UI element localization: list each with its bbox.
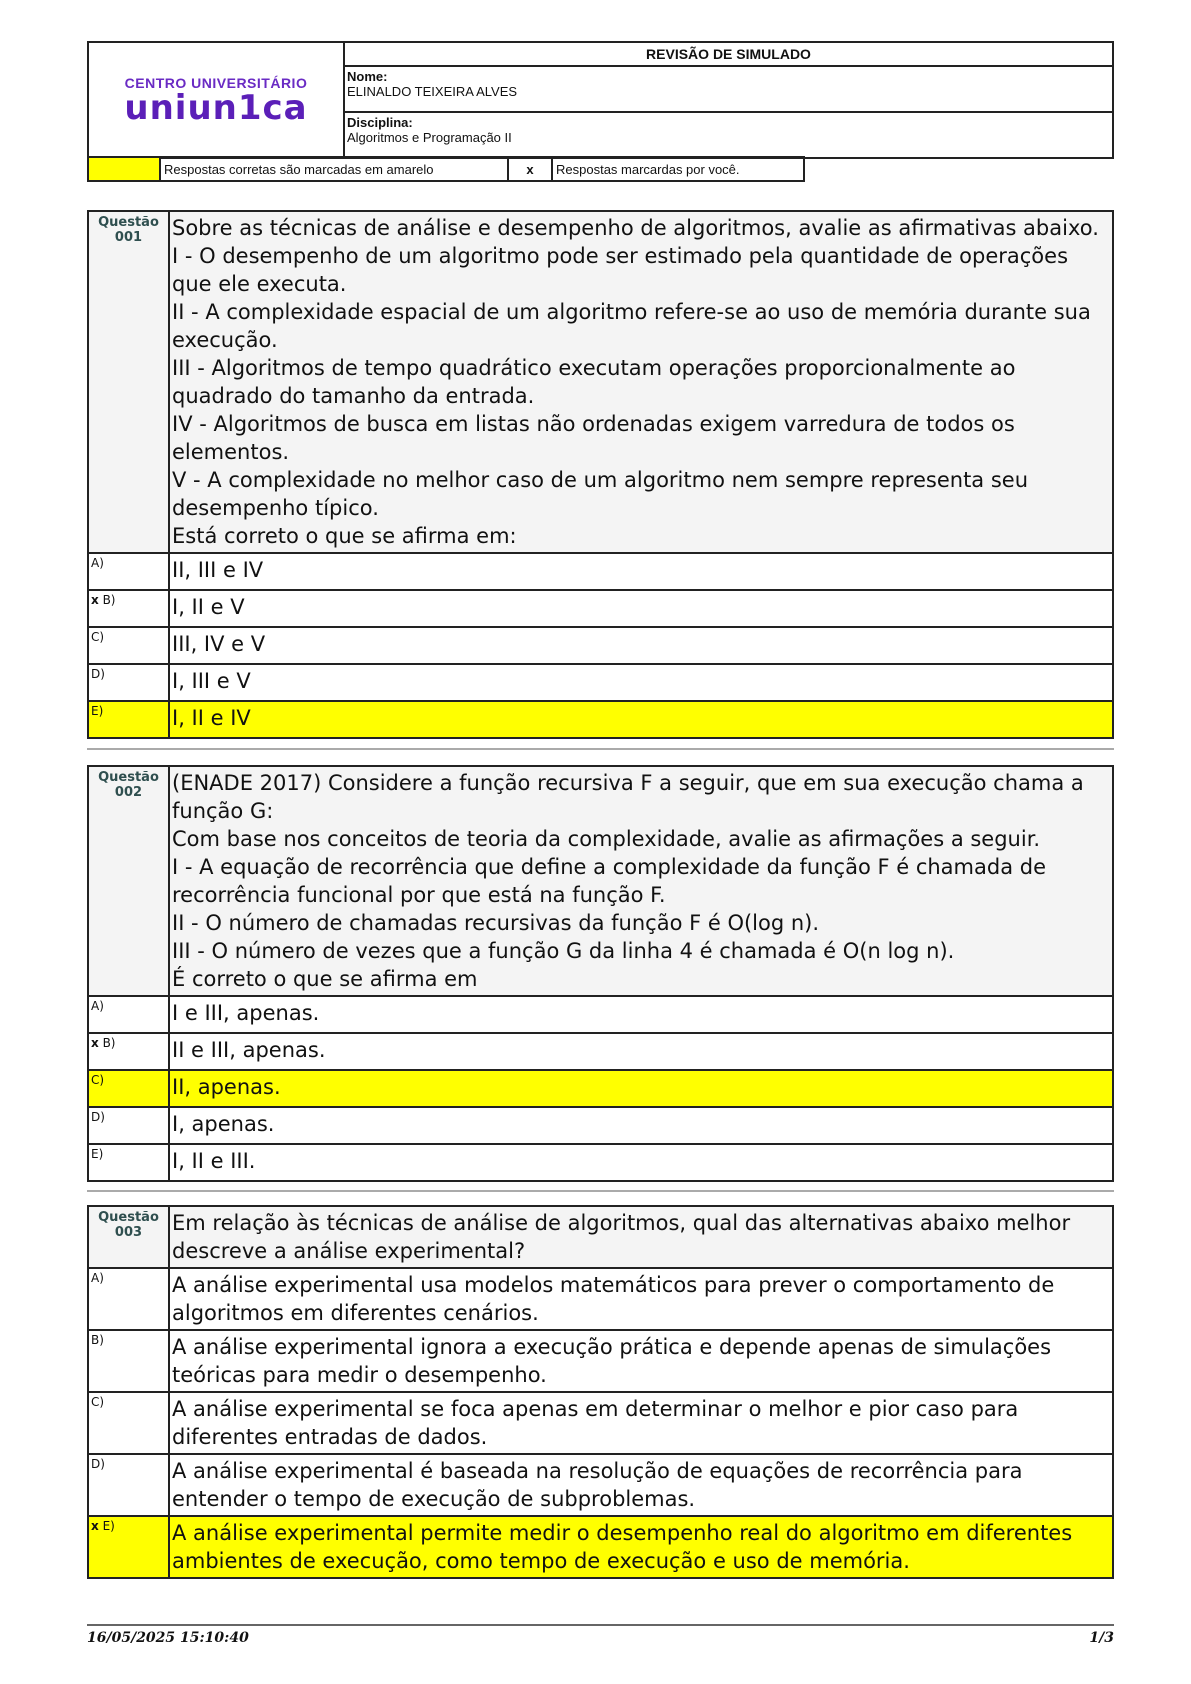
answer-option[interactable] — [88, 1033, 1113, 1070]
stem-line: Em relação às técnicas de análise de algoritmos, qual das alternativas abaixo melhor descreve a análise experimental? — [172, 1211, 1071, 1263]
legend-correct-text: Respostas corretas são marcadas em amarelo — [160, 157, 508, 181]
stem-line: I - O desempenho de um algoritmo pode ser estimado pela quantidade de operações que ele executa. — [172, 244, 1069, 296]
option-label: D) — [88, 664, 169, 701]
answer-option[interactable] — [88, 1516, 1113, 1578]
option-text: I, III e V — [169, 664, 1113, 701]
option-label: x B) — [88, 1033, 169, 1070]
answer-option[interactable] — [88, 664, 1113, 701]
question-number: Questão 003 — [88, 1206, 169, 1268]
question-stem — [169, 1206, 1113, 1268]
question-stem — [169, 211, 1113, 553]
answer-option[interactable] — [88, 1070, 1113, 1107]
answer-option[interactable] — [88, 1392, 1113, 1454]
answer-option[interactable] — [88, 1107, 1113, 1144]
option-label: x B) — [88, 590, 169, 627]
option-label: E) — [88, 1144, 169, 1181]
option-text: A análise experimental se foca apenas em determinar o melhor e pior caso para diferentes entradas de dados. — [169, 1392, 1113, 1454]
divider — [87, 748, 1114, 750]
answer-option[interactable] — [88, 996, 1113, 1033]
option-label: C) — [88, 1070, 169, 1107]
answer-option[interactable] — [88, 1330, 1113, 1392]
option-label: D) — [88, 1454, 169, 1516]
question-stem — [169, 766, 1113, 996]
answer-option[interactable] — [88, 701, 1113, 738]
footer — [87, 1624, 1114, 1646]
page-title: REVISÃO DE SIMULADO — [344, 42, 1113, 66]
option-label: x E) — [88, 1516, 169, 1578]
option-label: E) — [88, 701, 169, 738]
option-text: II, apenas. — [169, 1070, 1113, 1107]
stem-line: Com base nos conceitos de teoria da complexidade, avalie as afirmações a seguir. — [172, 827, 1041, 851]
option-label: C) — [88, 1392, 169, 1454]
question-002 — [87, 765, 1114, 1182]
answer-option[interactable] — [88, 553, 1113, 590]
option-label: D) — [88, 1107, 169, 1144]
stem-line: Está correto o que se afirma em: — [172, 524, 517, 548]
question-001 — [87, 210, 1114, 739]
footer-datetime: 16/05/2025 15:10:40 — [87, 1630, 249, 1646]
option-text: A análise experimental é baseada na resolução de equações de recorrência para entender o tempo de execução de subproblemas. — [169, 1454, 1113, 1516]
option-text: I, apenas. — [169, 1107, 1113, 1144]
stem-line: I - A equação de recorrência que define a complexidade da função F é chamada de recorrência funcional por que está na função F. — [172, 855, 1046, 907]
option-text: A análise experimental ignora a execução prática e depende apenas de simulações teóricas para medir o desempenho. — [169, 1330, 1113, 1392]
option-text: I e III, apenas. — [169, 996, 1113, 1033]
stem-line: II - A complexidade espacial de um algoritmo refere-se ao uso de memória durante sua execução. — [172, 300, 1091, 352]
option-label: A) — [88, 1268, 169, 1330]
stem-line: II - O número de chamadas recursivas da função F é O(log n). — [172, 911, 820, 935]
discipline-field: Disciplina: Algoritmos e Programação II — [344, 112, 1113, 158]
stem-line: É correto o que se afirma em — [172, 967, 478, 991]
legend-mark: x — [508, 157, 552, 181]
option-text: III, IV e V — [169, 627, 1113, 664]
option-text: A análise experimental permite medir o desempenho real do algoritmo em diferentes ambientes de execução, como tempo de execução e uso de memória. — [169, 1516, 1113, 1578]
answer-option[interactable] — [88, 1454, 1113, 1516]
page-number: 1/3 — [1089, 1630, 1114, 1646]
answer-option[interactable] — [88, 1144, 1113, 1181]
stem-line: IV - Algoritmos de busca em listas não ordenadas exigem varredura de todos os elementos. — [172, 412, 1015, 464]
selected-mark: x — [91, 593, 99, 607]
option-label: B) — [88, 1330, 169, 1392]
option-text: I, II e III. — [169, 1144, 1113, 1181]
option-text: A análise experimental usa modelos matemáticos para prever o comportamento de algoritmos em diferentes cenários. — [169, 1268, 1113, 1330]
divider — [87, 1190, 1114, 1192]
legend-marked-text: Respostas marcardas por você. — [552, 157, 804, 181]
option-text: II, III e IV — [169, 553, 1113, 590]
question-003 — [87, 1205, 1114, 1579]
option-label: C) — [88, 627, 169, 664]
answer-option[interactable] — [88, 590, 1113, 627]
name-field: Nome: ELINALDO TEIXEIRA ALVES — [344, 66, 1113, 112]
question-number: Questão 001 — [88, 211, 169, 553]
option-text: I, II e IV — [169, 701, 1113, 738]
legend — [87, 156, 805, 182]
selected-mark: x — [91, 1519, 99, 1533]
option-text: II e III, apenas. — [169, 1033, 1113, 1070]
option-label: A) — [88, 553, 169, 590]
option-text: I, II e V — [169, 590, 1113, 627]
selected-mark: x — [91, 1036, 99, 1050]
logo: CENTRO UNIVERSITÁRIO uniun1ca — [88, 42, 344, 158]
stem-line: III - O número de vezes que a função G da linha 4 é chamada é O(n log n). — [172, 939, 955, 963]
question-number: Questão 002 — [88, 766, 169, 996]
stem-line: Sobre as técnicas de análise e desempenho de algoritmos, avalie as afirmativas abaixo. — [172, 216, 1099, 240]
answer-option[interactable] — [88, 627, 1113, 664]
stem-line: III - Algoritmos de tempo quadrático executam operações proporcionalmente ao quadrado do tamanho da entrada. — [172, 356, 1016, 408]
stem-line: (ENADE 2017) Considere a função recursiva F a seguir, que em sua execução chama a função G: — [172, 771, 1084, 823]
answer-option[interactable] — [88, 1268, 1113, 1330]
legend-yellow-swatch — [88, 157, 160, 181]
header — [87, 41, 1114, 159]
stem-line: V - A complexidade no melhor caso de um algoritmo nem sempre representa seu desempenho típico. — [172, 468, 1029, 520]
option-label: A) — [88, 996, 169, 1033]
